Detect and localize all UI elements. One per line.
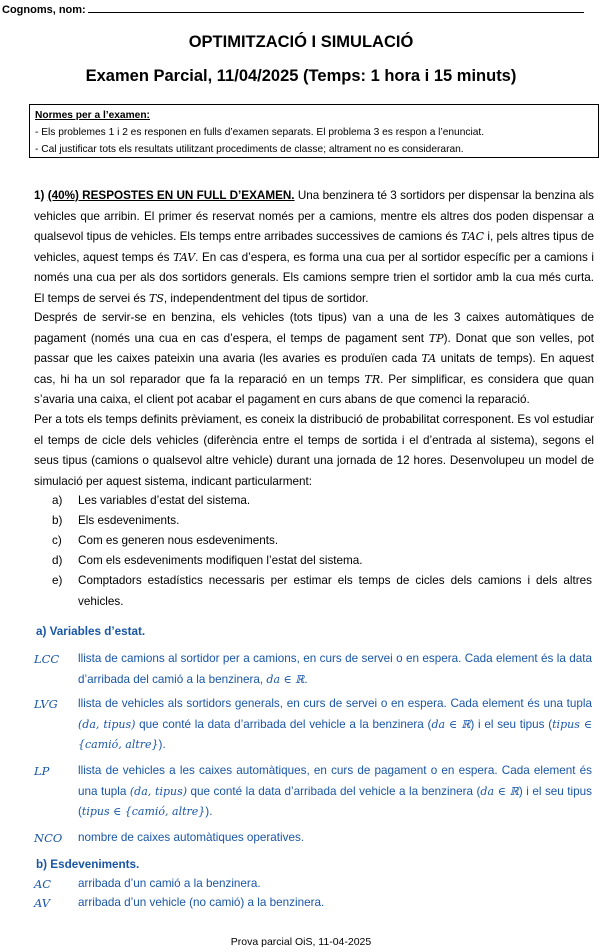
course-title: OPTIMITZACIÓ I SIMULACIÓ bbox=[188, 33, 414, 51]
var-desc-lcc bbox=[78, 649, 592, 690]
text-run: unitats de temps). En aquest cas, hi ha un sol reparador que fa la reparació en un temps bbox=[34, 352, 594, 386]
part-text: Els esdeveniments. bbox=[78, 514, 180, 527]
var-name-lvg: LVG bbox=[34, 697, 58, 711]
text-run: . bbox=[304, 672, 308, 686]
var-name-lcc: LCC bbox=[34, 652, 60, 666]
math-run: (da, tipus) bbox=[129, 784, 188, 798]
text-run: ). bbox=[158, 738, 166, 751]
math-run: (da, tipus) bbox=[78, 717, 136, 731]
part-text: Les variables d’estat del sistema. bbox=[78, 494, 251, 507]
var-name-nco: NCO bbox=[34, 831, 63, 845]
text-run: Una benzinera té 3 sortidors per dispensar la benzina als vehicles que arribin. El primer és reservat només per a camions, mentre els altres dos poden dispensar a qualsevol tipus de vehicles. Els temps entre arribades successives de camions és bbox=[34, 189, 595, 243]
text-run: ) i el seu tipus ( bbox=[470, 717, 553, 731]
symbol-tav: TAV bbox=[173, 250, 196, 264]
symbol-ta: TA bbox=[421, 352, 437, 365]
var-desc-nco: nombre de caixes automàtiques operatives. bbox=[78, 831, 305, 844]
text-run: . Per simplificar, es considera que quan s’avaria una caixa, el client pot acabar el pagament en curs abans de que comenci la reparació. bbox=[34, 372, 594, 406]
var-name-lp: LP bbox=[34, 764, 50, 778]
part-label: b) bbox=[52, 514, 63, 527]
math-run: da ∈ ℝ bbox=[266, 672, 305, 686]
problem-number: 1) bbox=[34, 189, 48, 202]
symbol-tac: TAC bbox=[461, 230, 485, 243]
part-label: a) bbox=[52, 494, 63, 507]
text-run: llista de vehicles a les caixes automàtiques, en curs de pagament o en espera. Cada element és una tupla bbox=[78, 764, 592, 798]
text-run: llista de vehicles als sortidors generals, en curs de servei o en espera. Cada element és una tupla bbox=[78, 697, 592, 710]
rule-item: - Els problemes 1 i 2 es responen en fulls d’examen separats. El problema 3 es respon a l’enunciat. bbox=[35, 127, 485, 138]
question-part-e bbox=[52, 571, 592, 612]
text-run: que conté la data d’arribada del vehicle a la benzinera ( bbox=[135, 717, 432, 731]
part-text: Com es generen nous esdeveniments. bbox=[78, 534, 279, 547]
exam-title: Examen Parcial, 11/04/2025 (Temps: 1 hora i 15 minuts) bbox=[85, 67, 517, 85]
name-input-line[interactable] bbox=[88, 2, 584, 13]
text-run: que conté la data d’arribada del vehicle a la benzinera ( bbox=[187, 784, 481, 798]
part-label: d) bbox=[52, 554, 63, 567]
rule-item: - Cal justificar tots els resultats utilitzant procediments de classe; altrament no es consideraran. bbox=[35, 144, 464, 155]
question-part-a bbox=[52, 491, 592, 512]
math-run: tipus ∈ {camió, altre} bbox=[81, 805, 206, 818]
part-text: Comptadors estadístics necessaris per estimar els temps de cicles dels camions i dels altres vehicles. bbox=[78, 574, 592, 608]
text-run: Després de servir-se en benzina, els vehicles (tots tipus) van a una de les 3 caixes automàtiques de pagament (només una cua en cas d’espera, el temps de pagament sent bbox=[34, 311, 594, 345]
problem-paragraph-2 bbox=[34, 308, 594, 411]
rules-heading: Normes per a l’examen: bbox=[35, 110, 150, 121]
event-name-av: AV bbox=[34, 896, 51, 910]
symbol-tp: TP bbox=[428, 331, 444, 345]
event-name-ac: AC bbox=[34, 877, 52, 891]
events-heading: b) Esdeveniments. bbox=[36, 858, 140, 871]
name-field-row bbox=[2, 2, 584, 16]
text-run: , independentment del tipus de sortidor. bbox=[163, 291, 369, 305]
event-desc-av: arribada d’un vehicle (no camió) a la benzinera. bbox=[78, 896, 325, 909]
text-run: ). Donat que son velles, pot passar que les caixes pateixin una avaria (les avaries es produïen cada bbox=[34, 331, 594, 365]
problem-paragraph-1 bbox=[34, 186, 594, 309]
question-part-c bbox=[52, 531, 592, 552]
text-run: . En cas d’espera, es forma una cua per al sortidor específic per a camions i només una cua per als dos sortidors generals. Els camions sempre trien el sortidor amb la cua més curta. El temps de servei és bbox=[34, 250, 594, 305]
page-footer: Prova parcial OiS, 11-04-2025 bbox=[230, 936, 372, 948]
text-run: ). bbox=[205, 805, 213, 818]
text-run: i, pels altres tipus de vehicles, aquest temps és bbox=[34, 230, 594, 264]
symbol-ts: TS bbox=[148, 291, 164, 305]
state-variables-heading: a) Variables d’estat. bbox=[36, 625, 146, 638]
problem-lead: (40%) RESPOSTES EN UN FULL D’EXAMEN. bbox=[47, 189, 295, 202]
part-text: Com els esdeveniments modifiquen l’estat del sistema. bbox=[78, 554, 363, 567]
question-part-b bbox=[52, 511, 592, 532]
symbol-tr: TR bbox=[364, 372, 381, 386]
math-run: da ∈ ℝ bbox=[431, 717, 471, 731]
event-desc-ac: arribada d’un camió a la benzinera. bbox=[78, 877, 261, 890]
math-run: da ∈ ℝ bbox=[480, 784, 519, 798]
name-label: Cognoms, nom: bbox=[2, 4, 86, 16]
problem-paragraph-3: Per a tots els temps definits prèviament, es coneix la distribució de probabilitat corresponent. Es vol estudiar el temps de cicle dels vehicles (diferència entre el temps de sortida i el d’entrada al sistema), segons el seus tipus (camions o qualsevol altre vehicle) durant una jornada de 12 hores. Desenvolupeu un model de simulació per aquest sistema, indicant particularment: bbox=[34, 413, 594, 488]
part-label: c) bbox=[52, 534, 62, 547]
text-run: llista de camions al sortidor per a camions, en curs de servei o en espera. Cada element és la data d’arribada del camió a la benzinera, bbox=[78, 652, 592, 686]
text-run: ) i el seu tipus ( bbox=[78, 784, 592, 818]
exam-rules-box bbox=[29, 104, 599, 158]
math-run: tipus ∈ {camió, altre} bbox=[78, 717, 592, 751]
var-desc-lvg bbox=[78, 694, 592, 756]
var-desc-lp bbox=[78, 761, 592, 823]
question-part-d bbox=[52, 551, 592, 572]
part-label: e) bbox=[52, 574, 63, 587]
